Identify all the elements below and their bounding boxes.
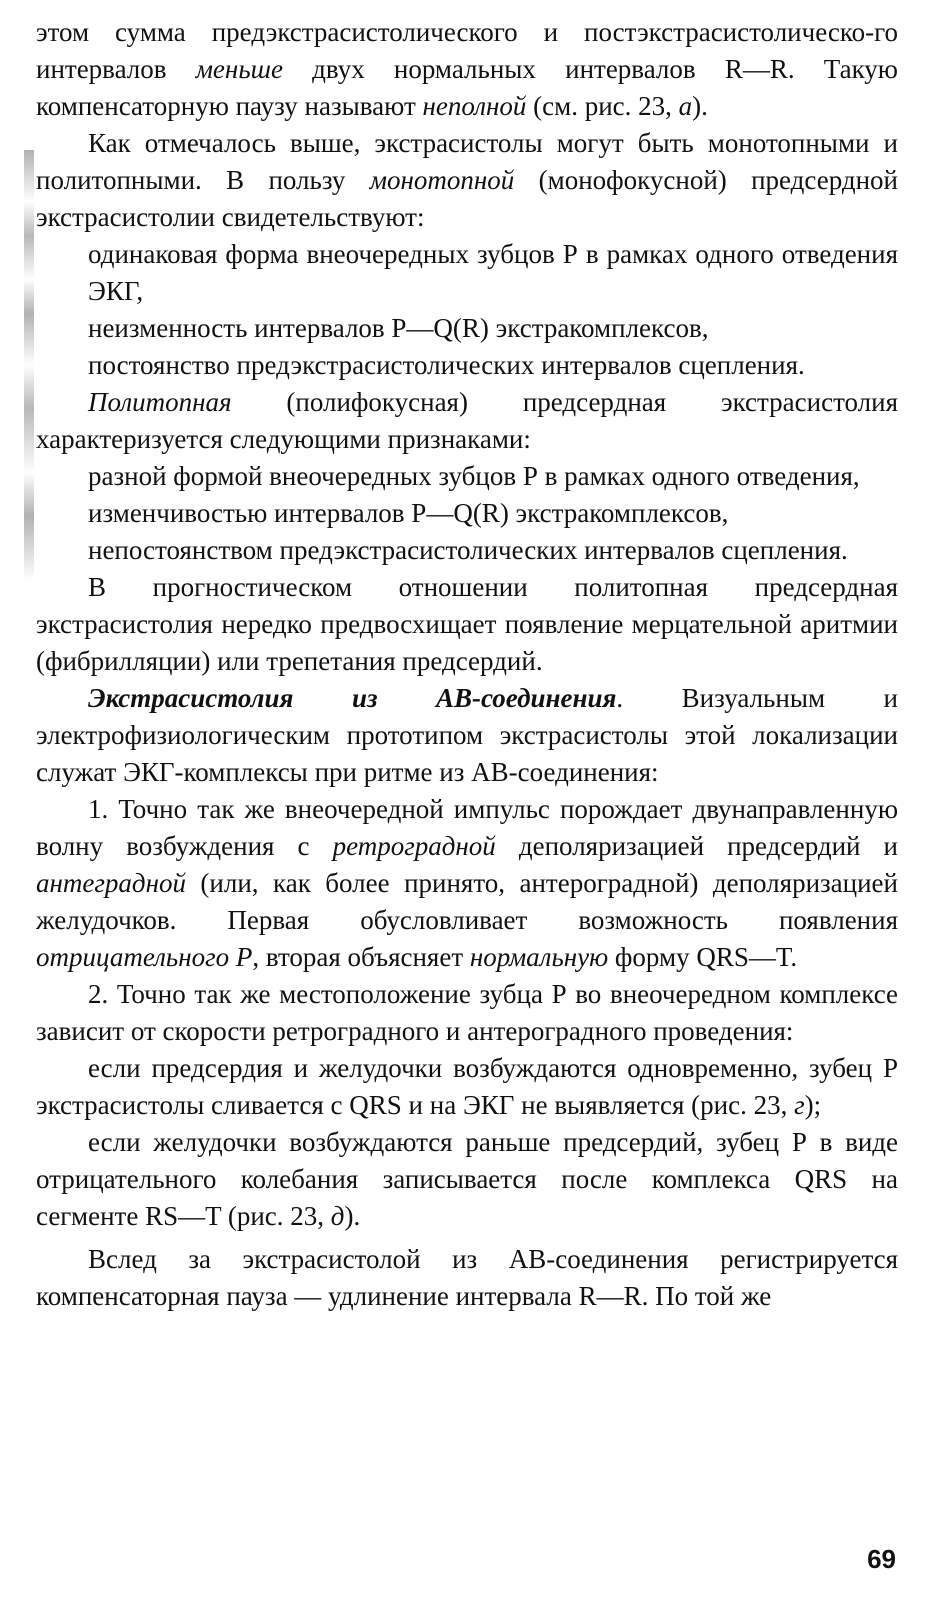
italic-term: монотопной — [369, 165, 515, 195]
text: (или, как более принято, антероградной) деполяризацией желудочков. Первая обусловливает возможность появления — [36, 868, 898, 935]
paragraph-9 — [36, 1124, 898, 1235]
text: ); — [804, 1090, 822, 1120]
page-body — [36, 14, 898, 1315]
paragraph-10: Вслед за экстрасистолой из АВ-соединения регистрируется компенсаторная пауза — удлинение интервала R—R. По той же — [36, 1244, 898, 1311]
paragraph-1 — [36, 14, 898, 125]
text: форму QRS—T. — [608, 942, 798, 972]
list-item: одинаковая форма внеочередных зубцов Р в рамках одного отведения ЭКГ, — [88, 239, 898, 306]
italic-term: нормальную — [469, 942, 609, 972]
list-item: разной формой внеочередных зубцов Р в рамках одного отведения, — [88, 461, 860, 491]
italic-term: неполной — [422, 91, 527, 121]
italic-term: меньше — [195, 54, 283, 84]
figure-ref-letter: д — [330, 1201, 345, 1231]
text: , вторая объясняет — [252, 942, 470, 972]
text: если желудочки возбуждаются раньше предсердий, зубец Р в виде отрицательного колебания записывается после комплекса QRS на сегменте RS—T (рис. 23, — [36, 1127, 898, 1231]
italic-term: ретроградной — [332, 831, 496, 861]
paragraph-5 — [36, 680, 898, 791]
text: Как отмечалось выше, экстрасистолы могут быть монотопными и политопными. В пользу — [36, 128, 898, 195]
text: (полифокусная) предсердная экстрасистолия характеризуется следующими признаками: — [36, 387, 898, 454]
italic-term: антеградной — [36, 868, 186, 898]
paragraph-4: В прогностическом отношении политопная предсердная экстрасистолия нередко предвосхищает появление мерцательной аритмии (фибрилляции) или трепетания предсердий. — [36, 572, 898, 676]
text: го интервалов — [36, 17, 898, 84]
section-heading: Экстрасистолия из АВ-соединения — [88, 683, 617, 713]
text: этом сумма предэкстрасистолического и постэкстрасистолическо- — [36, 17, 875, 47]
text: если предсердия и желудочки возбуждаются одновременно, зубец Р экстрасистолы сливается с QRS и на ЭКГ не выявляется (рис. 23, — [36, 1053, 898, 1120]
paragraph-6 — [36, 791, 898, 976]
paragraph-7: 2. Точно так же местоположение зубца Р во внеочередном комплексе зависит от скорости ретроградного и антероградного проведения: — [36, 979, 898, 1046]
text: ). — [692, 91, 708, 121]
scan-margin-artifact — [24, 150, 34, 580]
paragraph-3 — [36, 384, 898, 458]
list-item: постоянство предэкстрасистолических интервалов сцепления. — [88, 350, 805, 380]
text: (монофокусной) предсердной экстрасистолии свидетельствуют: — [36, 165, 898, 232]
page-number: 69 — [867, 1544, 896, 1574]
figure-ref-letter: а — [678, 91, 693, 121]
list-item: изменчивостью интервалов Р—Q(R) экстракомплексов, — [88, 498, 729, 528]
italic-term: отрицательного Р — [36, 942, 253, 972]
text: двух нормальных интервалов R—R. Такую компенсаторную паузу называют — [36, 54, 898, 121]
paragraph-8 — [36, 1050, 898, 1124]
italic-term: Политопная — [88, 387, 232, 417]
text: . Визуальным и электрофизиологическим прототипом экстрасистолы этой локализации служат ЭКГ-комплексы при ритме из АВ-соединения: — [36, 683, 898, 787]
text: деполяризацией предсердий и — [495, 831, 898, 861]
paragraph-2 — [36, 125, 898, 236]
list-item: неизменность интервалов Р—Q(R) экстракомплексов, — [88, 313, 709, 343]
figure-ref-letter: г — [794, 1090, 805, 1120]
text: 1. Точно так же внеочередной импульс порождает двунаправленную волну возбуждения с — [36, 794, 898, 861]
list-item: непостоянством предэкстрасистолических интервалов сцепления. — [88, 535, 848, 565]
text: ). — [344, 1201, 361, 1231]
text: (см. рис. 23, — [526, 91, 679, 121]
